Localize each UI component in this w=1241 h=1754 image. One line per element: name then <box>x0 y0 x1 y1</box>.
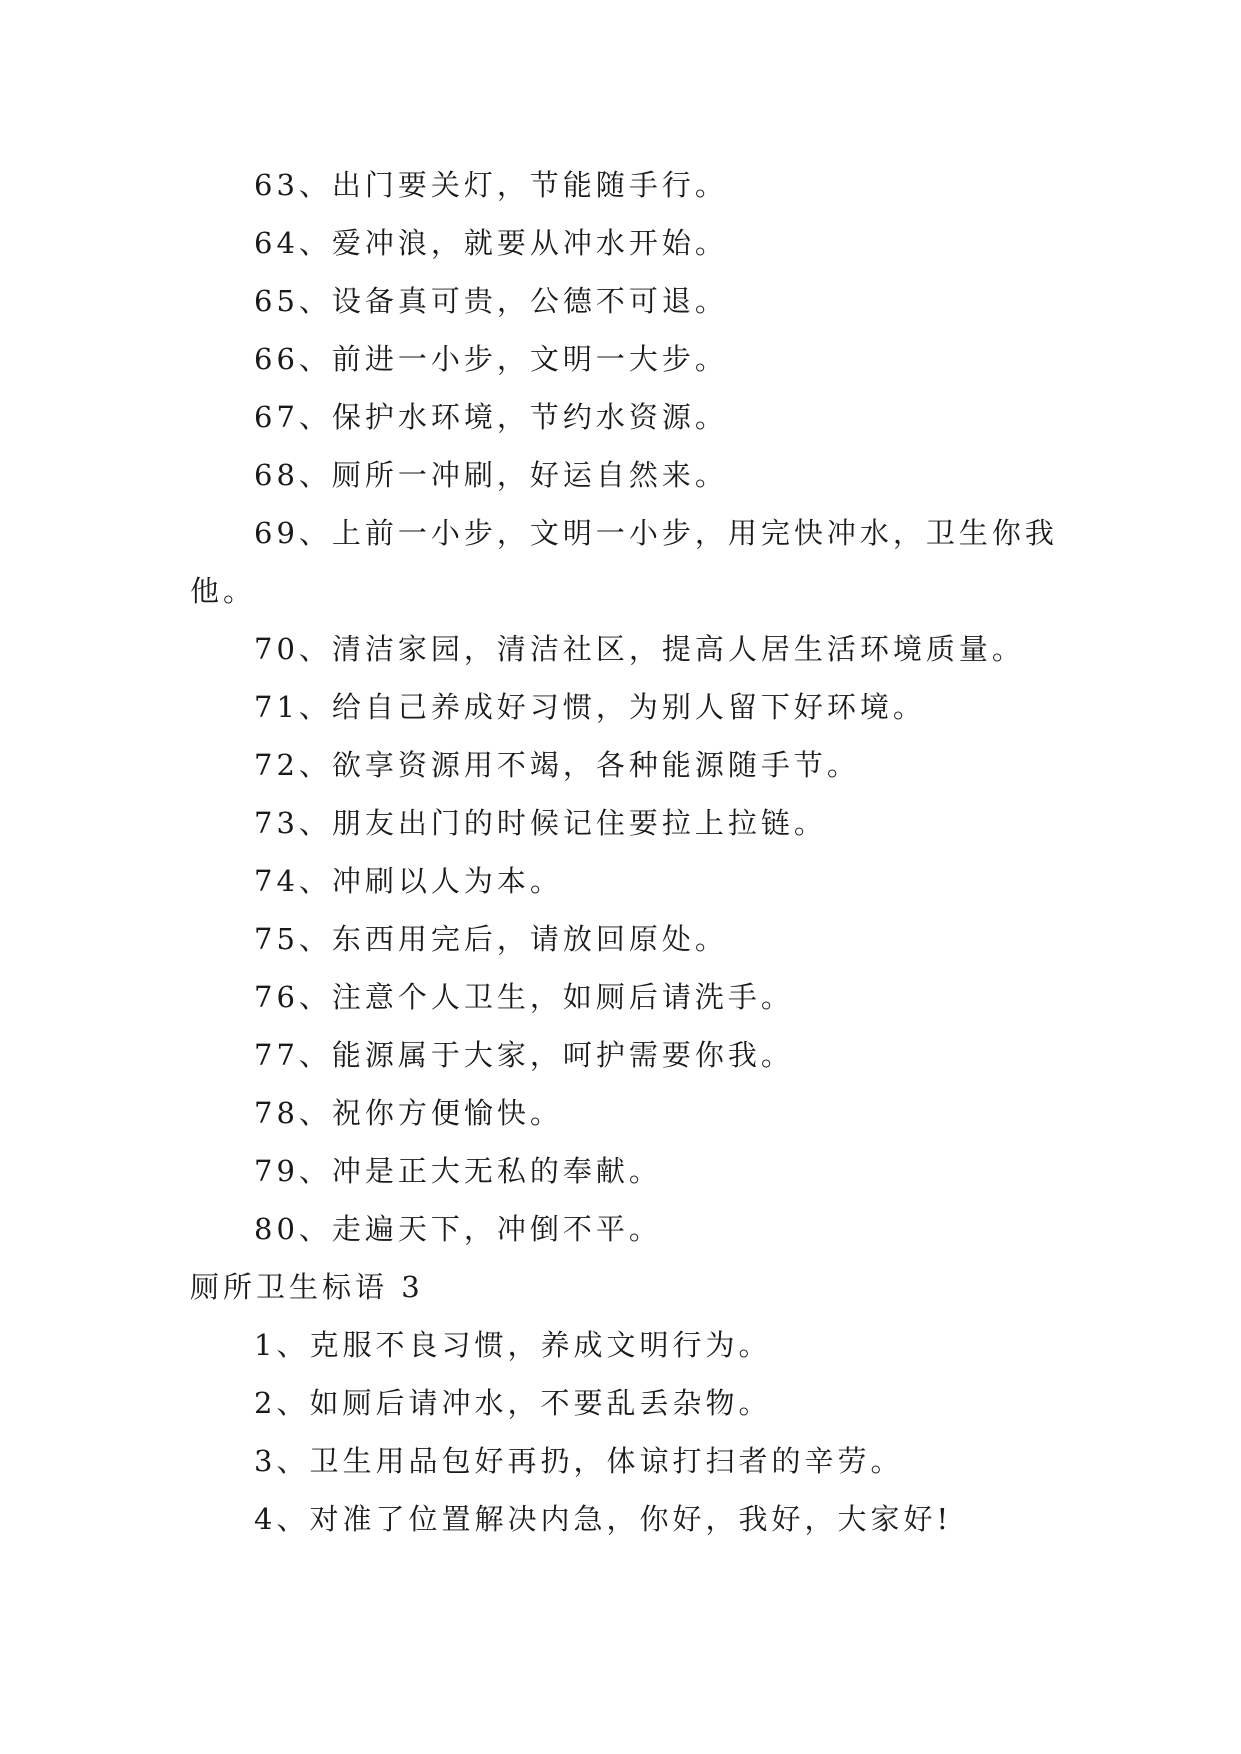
slogan-item: 3、卫生用品包好再扔，体谅打扫者的辛劳。 <box>254 1444 904 1478</box>
slogan-item: 76、注意个人卫生，如厕后请洗手。 <box>254 980 794 1014</box>
slogan-item-wrapped: 69、上前一小步，文明一小步，用完快冲水，卫生你我他。 <box>190 516 1058 608</box>
slogan-item: 1、克服不良习惯，养成文明行为。 <box>254 1328 772 1362</box>
slogan-item: 79、冲是正大无私的奉献。 <box>254 1154 662 1188</box>
slogan-item: 68、厕所一冲刷，好运自然来。 <box>254 458 728 492</box>
slogan-item: 72、欲享资源用不竭，各种能源随手节。 <box>254 748 860 782</box>
slogan-item: 70、清洁家园，清洁社区，提高人居生活环境质量。 <box>254 632 1025 666</box>
section-heading: 厕所卫生标语 3 <box>190 1270 424 1304</box>
slogan-item: 66、前进一小步，文明一大步。 <box>254 342 728 376</box>
slogan-item: 80、走遍天下，冲倒不平。 <box>254 1212 662 1246</box>
slogan-item: 63、出门要关灯，节能随手行。 <box>254 168 728 202</box>
slogan-item: 65、设备真可贵，公德不可退。 <box>254 284 728 318</box>
slogan-item: 73、朋友出门的时候记住要拉上拉链。 <box>254 806 827 840</box>
slogan-item: 4、对准了位置解决内急，你好，我好，大家好! <box>254 1502 953 1536</box>
slogan-item: 75、东西用完后，请放回原处。 <box>254 922 728 956</box>
slogan-item: 67、保护水环境，节约水资源。 <box>254 400 728 434</box>
document-body <box>190 156 1060 1548</box>
slogan-item: 74、冲刷以人为本。 <box>254 864 563 898</box>
slogan-item: 77、能源属于大家，呵护需要你我。 <box>254 1038 794 1072</box>
slogan-item: 2、如厕后请冲水，不要乱丢杂物。 <box>254 1386 772 1420</box>
slogan-item: 71、给自己养成好习惯，为别人留下好环境。 <box>254 690 926 724</box>
slogan-item: 78、祝你方便愉快。 <box>254 1096 563 1130</box>
slogan-item: 64、爱冲浪，就要从冲水开始。 <box>254 226 728 260</box>
